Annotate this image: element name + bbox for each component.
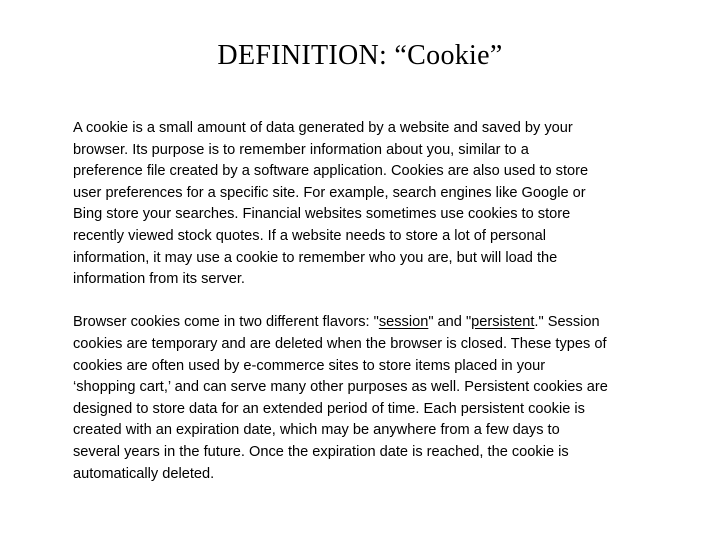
slide-body [73, 118, 685, 485]
persistent-term: persistent [471, 314, 535, 331]
paragraph-line: preference file created by a software application. Cookies are also used to store [73, 163, 589, 180]
line-text: Browser cookies come in two different flavors: " [73, 314, 379, 331]
paragraph-line: browser. Its purpose is to remember information about you, similar to a [73, 141, 529, 158]
paragraph-line [73, 312, 685, 334]
paragraph-line: Bing store your searches. Financial websites sometimes use cookies to store [73, 206, 571, 223]
paragraph-cookie-definition [73, 118, 685, 291]
paragraph-line: A cookie is a small amount of data generated by a website and saved by your [73, 120, 573, 136]
paragraph-line: user preferences for a specific site. For example, search engines like Google or [73, 184, 586, 201]
line-text: ." Session [534, 314, 600, 331]
paragraph-line: information, it may use a cookie to remember who you are, but will load the [73, 249, 558, 266]
paragraph-line: several years in the future. Once the expiration date is reached, the cookie is [73, 443, 569, 460]
slide-title: DEFINITION: “Cookie” [217, 40, 503, 71]
paragraph-line: created with an expiration date, which may be anywhere from a few days to [73, 422, 560, 439]
paragraph-line: cookies are temporary and are deleted when the browser is closed. These types of [73, 335, 607, 352]
paragraph-line: cookies are often used by e-commerce sites to store items placed in your [73, 357, 546, 374]
paragraph-line: automatically deleted. [73, 465, 215, 482]
line-text: " and " [428, 314, 472, 331]
paragraph-line: information from its server. [73, 271, 245, 288]
paragraph-line: designed to store data for an extended period of time. Each persistent cookie is [73, 400, 585, 417]
paragraph-line: recently viewed stock quotes. If a website needs to store a lot of personal [73, 227, 546, 244]
paragraph-line: ‘shopping cart,’ and can serve many other purposes as well. Persistent cookies are [73, 379, 608, 396]
paragraph-cookie-types [73, 312, 685, 485]
session-term: session [378, 314, 429, 331]
